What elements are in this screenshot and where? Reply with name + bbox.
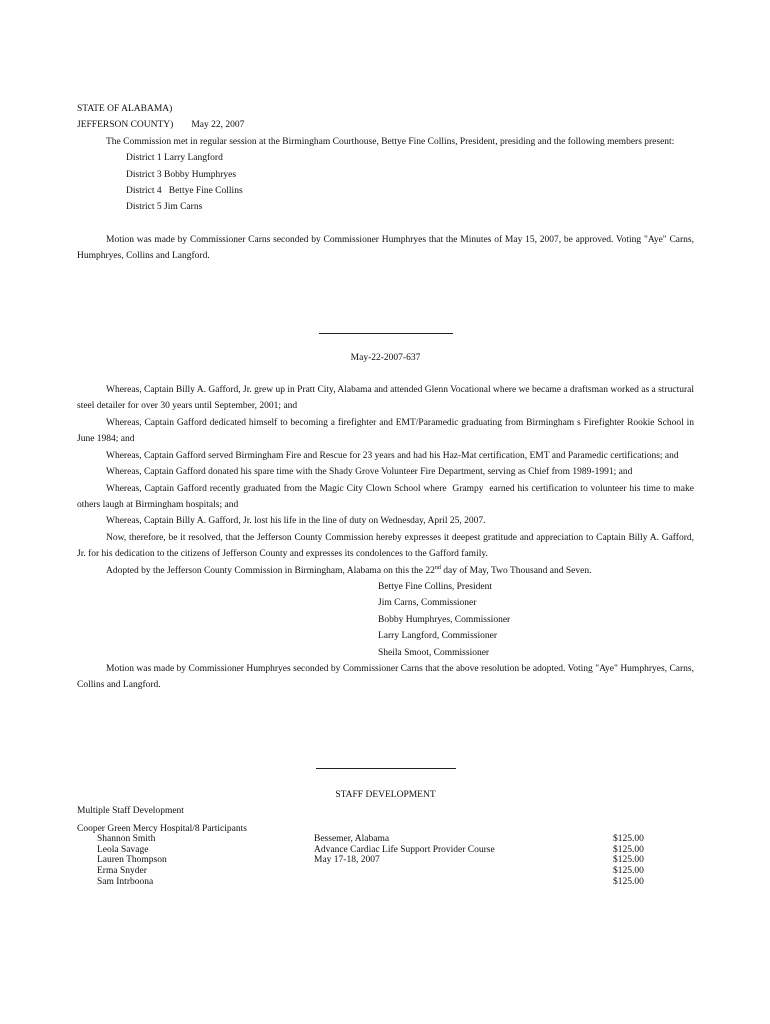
course-location: Bessemer, Alabama <box>314 834 390 845</box>
course-title: Advance Cardiac Life Support Provider Course <box>314 844 495 855</box>
member-district-5: District 5 Jim Carns <box>126 202 203 213</box>
signatory: Bettye Fine Collins, President <box>378 581 492 592</box>
meeting-date: May 22, 2007 <box>191 120 245 131</box>
resolved-clause: Now, therefore, be it resolved, that the Jefferson County Commission hereby expresses it deepest gratitude and appreciation to Captain Billy A. Gafford, Jr. for his dedication to the citizens of Jefferson County and expresses its condolences to the Gafford family. <box>77 532 694 560</box>
whereas-clause: Whereas, Captain Gafford donated his spare time with the Shady Grove Volunteer Fire Department, serving as Chief from 1989-1991; and <box>106 467 633 478</box>
staff-subheading: Multiple Staff Development <box>77 806 184 817</box>
whereas-clause: Whereas, Captain Gafford served Birmingham Fire and Rescue for 23 years and had his Haz-Mat certification, EMT and Paramedic certifications; and <box>106 450 679 461</box>
member-district-4: District 4 Bettye Fine Collins <box>126 186 243 197</box>
signatory: Sheila Smoot, Commissioner <box>378 647 490 658</box>
signatory: Bobby Humphryes, Commissioner <box>378 614 511 625</box>
whereas-clause: Whereas, Captain Gafford recently graduated from the Magic City Clown School where Grampy earned his certification to volunteer his time to make others laugh at Birmingham hospitals; and <box>77 483 697 510</box>
participant-name: Erma Snyder <box>97 865 147 876</box>
signatory: Larry Langford, Commissioner <box>378 631 497 642</box>
amount: $125.00 <box>613 844 644 855</box>
county-label: JEFFERSON COUNTY) <box>77 120 174 131</box>
participant-name: Shannon Smith <box>97 834 156 845</box>
state-line: STATE OF ALABAMA) <box>77 104 173 114</box>
adopted-text: Adopted by the Jefferson County Commission in Birmingham, Alabama on this the 22 <box>106 565 435 576</box>
whereas-clause: Whereas, Captain Billy A. Gafford, Jr. lost his life in the line of duty on Wednesday, April 25, 2007. <box>106 516 486 527</box>
amount: $125.00 <box>613 865 644 876</box>
amount: $125.00 <box>613 834 644 845</box>
amount: $125.00 <box>613 855 644 866</box>
signature-block <box>77 579 694 661</box>
signatory: Jim Carns, Commissioner <box>378 598 477 609</box>
whereas-clause: Whereas, Captain Billy A. Gafford, Jr. grew up in Pratt City, Alabama and attended Glenn Vocational where we became a draftsman worked as a structural steel detailer for over 30 years until September, 2001; and <box>77 385 694 412</box>
participant-name: Leola Savage <box>97 844 149 855</box>
ordinal-suffix: nd <box>434 564 441 571</box>
minutes-motion: Motion was made by Commissioner Carns seconded by Commissioner Humphryes that the Minutes of May 15, 2007, be approved. Voting "Aye" Carns, Humphryes, Collins and Langford. <box>77 234 694 262</box>
county-date-line <box>77 117 694 133</box>
separator-rule <box>316 768 456 769</box>
separator-rule <box>319 333 453 334</box>
participant-name: Sam Intrboona <box>97 876 154 887</box>
whereas-clause: Whereas, Captain Gafford dedicated himself to becoming a firefighter and EMT/Paramedic graduating from Birmingham s Firefighter Rookie School in June 1984; and <box>77 417 694 445</box>
course-dates: May 17-18, 2007 <box>314 855 380 866</box>
staff-development-heading: STAFF DEVELOPMENT <box>335 789 436 800</box>
resolution-motion: Motion was made by Commissioner Humphryes seconded by Commissioner Carns that the above resolution be adopted. Voting "Aye" Humphryes, Carns, Collins and Langford. <box>77 663 694 691</box>
staff-group: Cooper Green Mercy Hospital/8 Participants <box>77 823 247 834</box>
member-district-3: District 3 Bobby Humphryes <box>126 169 237 180</box>
adopted-line <box>77 563 694 579</box>
opening-paragraph: The Commission met in regular session at the Birmingham Courthouse, Bettye Fine Collins, President, presiding and the following members present: <box>106 136 675 147</box>
participant-name: Lauren Thompson <box>97 855 167 866</box>
resolution-number: May-22-2007-637 <box>350 352 421 363</box>
amount: $125.00 <box>613 876 644 887</box>
participant-list <box>97 834 167 887</box>
staff-table <box>77 834 694 894</box>
document-page <box>77 101 697 894</box>
whereas-clauses <box>77 382 697 530</box>
amount-list <box>613 834 644 887</box>
member-district-1: District 1 Larry Langford <box>126 153 223 164</box>
course-details <box>314 834 495 866</box>
adopted-text-end: day of May, Two Thousand and Seven. <box>440 565 592 576</box>
